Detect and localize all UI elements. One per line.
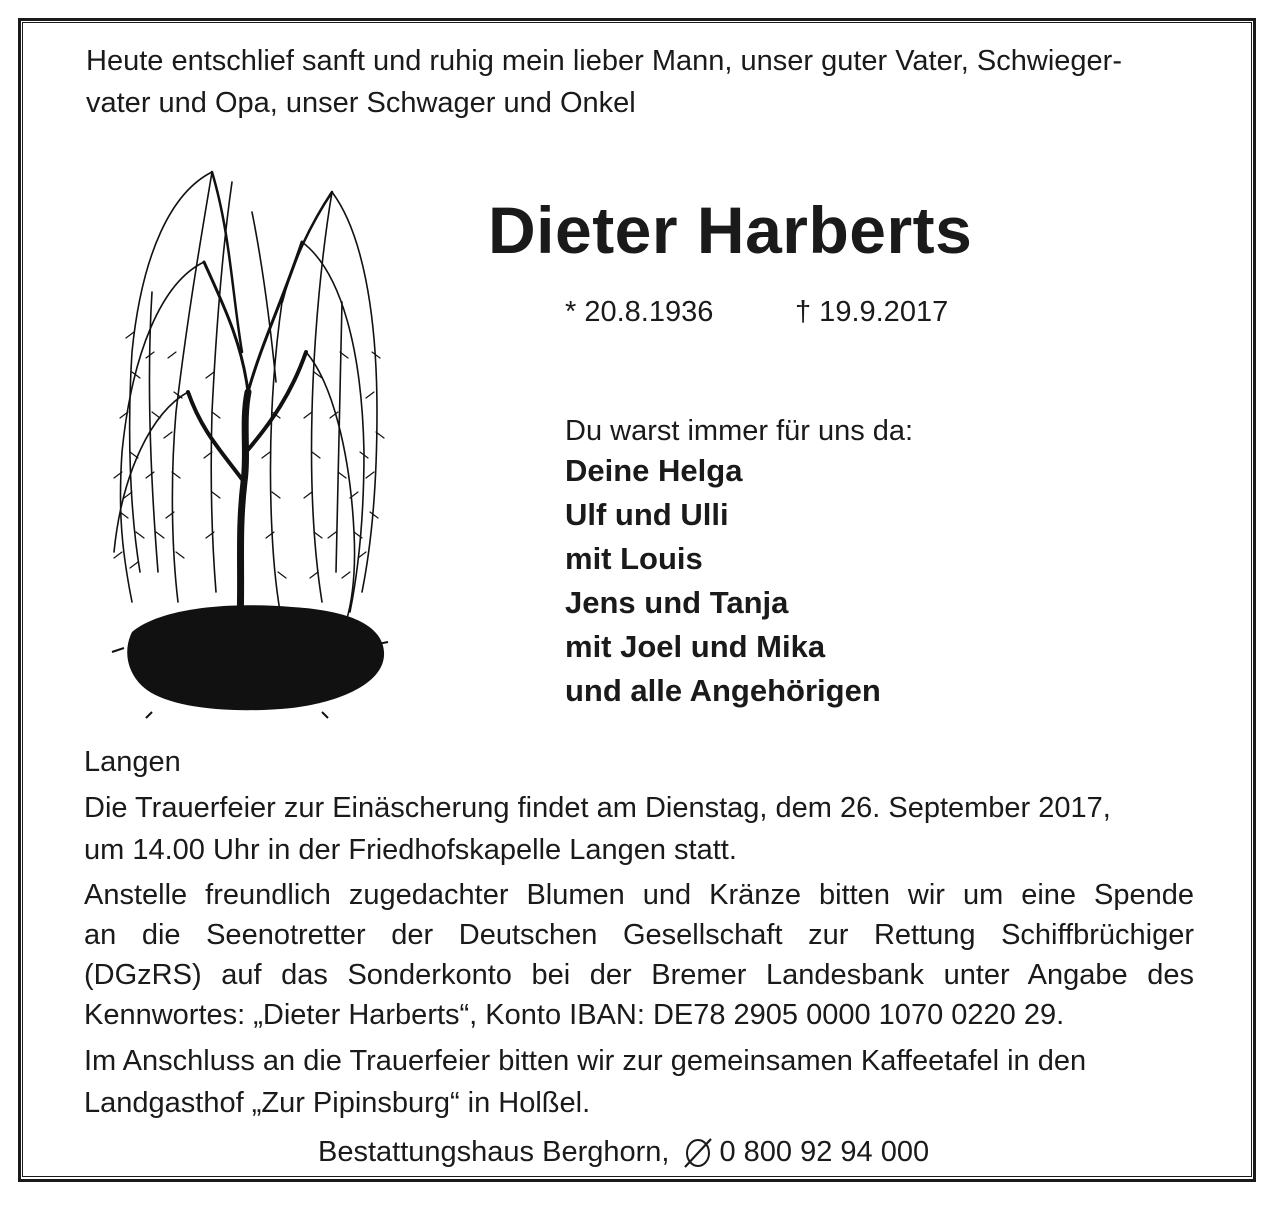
mourner-name: mit Louis bbox=[565, 541, 703, 576]
donation-line-4: Kennwortes: „Dieter Harberts“, Konto IBAN: DE78 2905 0000 1070 0220 29. bbox=[84, 999, 1065, 1031]
donation-line-3: (DGzRS) auf das Sonderkonto bei der Bremer Landesbank unter Angabe des bbox=[84, 959, 1194, 991]
mourners-lead: Du warst immer für uns da: bbox=[565, 415, 914, 447]
mourner-name: Deine Helga bbox=[565, 453, 743, 488]
donation-line-1: Anstelle freundlich zugedachter Blumen und Kränze bitten wir um eine Spende bbox=[84, 879, 1194, 911]
funeral-home-name: Bestattungshaus Berghorn, bbox=[318, 1136, 670, 1168]
ceremony-line-2: um 14.00 Uhr in der Friedhofskapelle Langen statt. bbox=[84, 834, 737, 866]
funeral-home-footer bbox=[318, 1131, 929, 1174]
phone-symbol-icon bbox=[681, 1137, 715, 1169]
place-name: Langen bbox=[84, 746, 181, 778]
birth-date: * 20.8.1936 bbox=[565, 296, 714, 328]
mourner-name: Ulf und Ulli bbox=[565, 497, 729, 532]
weeping-willow-illustration bbox=[92, 152, 392, 722]
phone-number: 0 800 92 94 000 bbox=[719, 1136, 930, 1168]
deceased-name: Dieter Harberts bbox=[488, 193, 973, 267]
mourner-name: und alle Angehörigen bbox=[565, 673, 881, 708]
mourner-name: mit Joel und Mika bbox=[565, 629, 826, 664]
intro-line-1: Heute entschlief sanft und ruhig mein lieber Mann, unser guter Vater, Schwieger- bbox=[86, 45, 1122, 77]
death-date: † 19.9.2017 bbox=[795, 296, 949, 328]
intro-line-2: vater und Opa, unser Schwager und Onkel bbox=[86, 87, 636, 119]
reception-line-1: Im Anschluss an die Trauerfeier bitten wir zur gemeinsamen Kaffeetafel in den bbox=[84, 1045, 1087, 1077]
mourner-name: Jens und Tanja bbox=[565, 585, 789, 620]
ceremony-line-1: Die Trauerfeier zur Einäscherung findet am Dienstag, dem 26. September 2017, bbox=[84, 792, 1111, 824]
donation-line-2: an die Seenotretter der Deutschen Gesellschaft zur Rettung Schiffbrüchiger bbox=[84, 919, 1194, 951]
reception-line-2: Landgasthof „Zur Pipinsburg“ in Holßel. bbox=[84, 1087, 591, 1119]
